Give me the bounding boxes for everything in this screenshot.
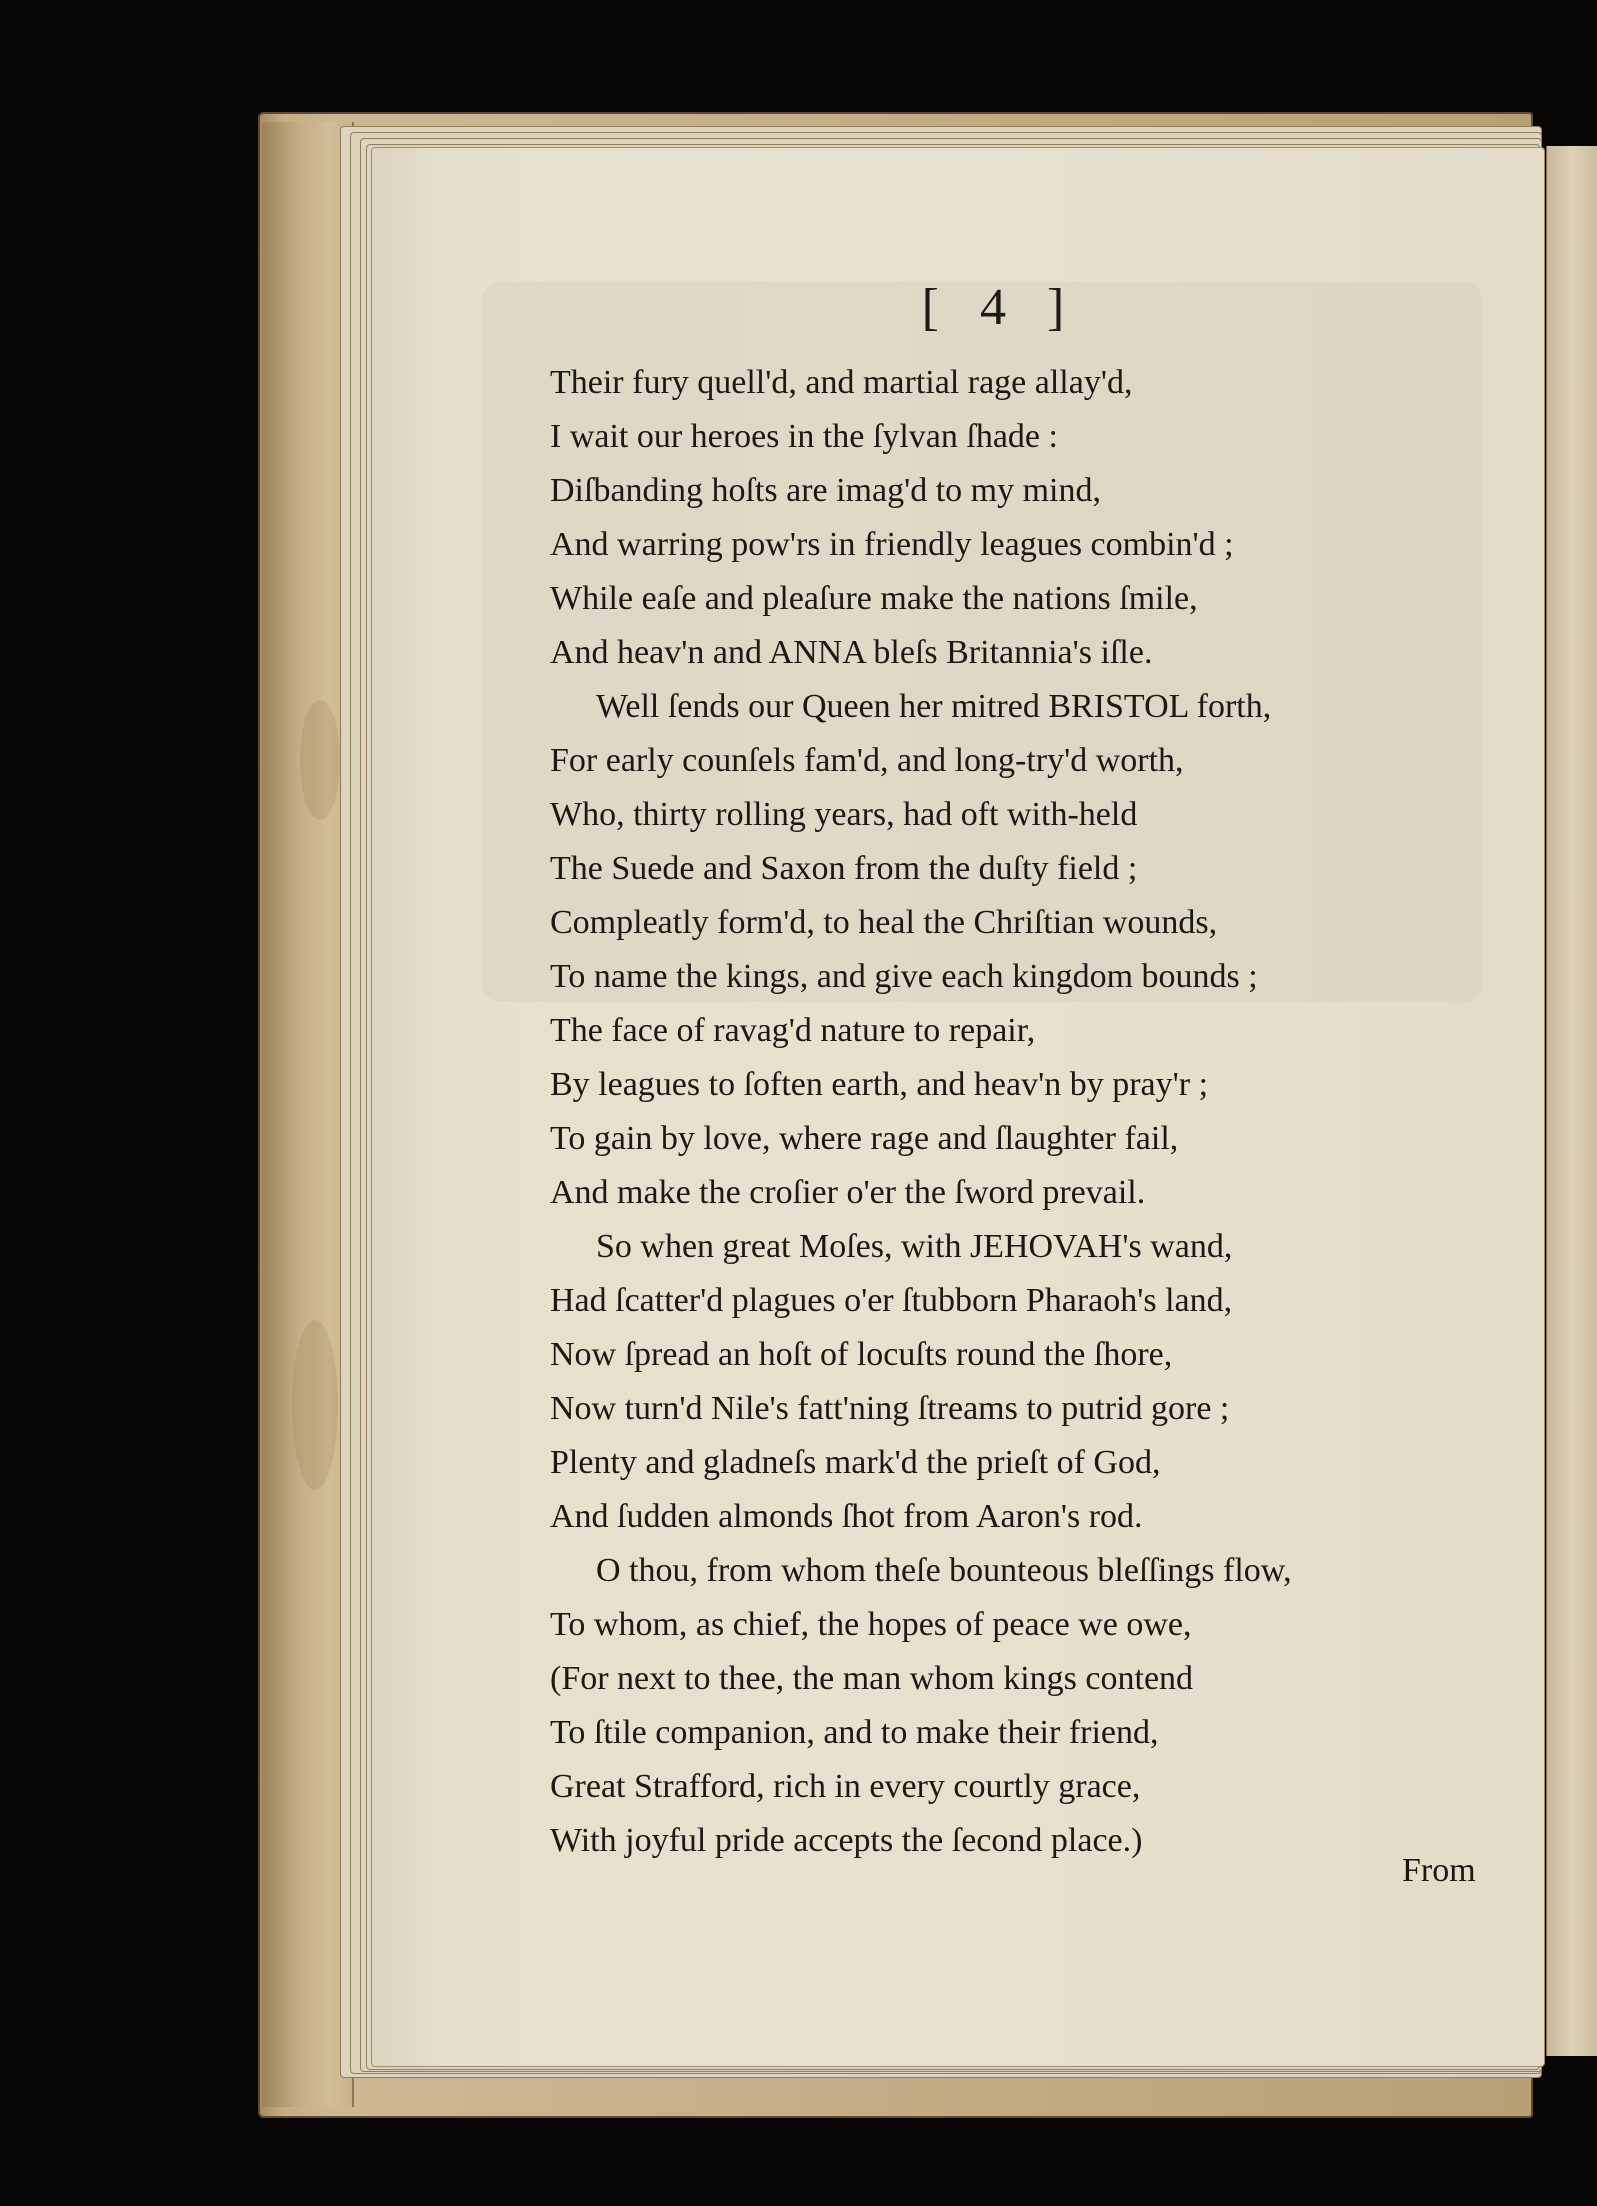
poem-line: While eaſe and pleaſure make the nations ſmile, xyxy=(550,580,1198,617)
poem-line: So when great Moſes, with JEHOVAH's wand, xyxy=(596,1228,1233,1265)
poem-line: Their fury quell'd, and martial rage allay'd, xyxy=(550,364,1133,401)
poem-line: And warring pow'rs in friendly leagues combin'd ; xyxy=(550,526,1234,563)
poem-text xyxy=(550,356,1530,1868)
poem-line: Now ſpread an hoſt of locuſts round the ſhore, xyxy=(550,1336,1173,1373)
poem-line: O thou, from whom theſe bounteous bleſſings flow, xyxy=(596,1552,1292,1589)
page-number: [ 4 ] xyxy=(921,279,1079,336)
poem-line: The face of ravag'd nature to repair, xyxy=(550,1012,1036,1049)
foxing-stain xyxy=(300,700,340,820)
poem-line: To name the kings, and give each kingdom bounds ; xyxy=(550,958,1258,995)
poem-line: For early counſels fam'd, and long-try'd worth, xyxy=(550,742,1184,779)
poem-line: Great Strafford, rich in every courtly grace, xyxy=(550,1768,1141,1805)
poem-line: With joyful pride accepts the ſecond place.) xyxy=(550,1822,1143,1859)
poem-line: (For next to thee, the man whom kings contend xyxy=(550,1660,1194,1697)
poem-line: And make the croſier o'er the ſword prevail. xyxy=(550,1174,1146,1211)
poem-line: Who, thirty rolling years, had oft with-held xyxy=(550,796,1138,833)
catchword: From xyxy=(1402,1852,1476,1889)
foxing-stain xyxy=(292,1320,338,1490)
poem-line: And heav'n and ANNA bleſs Britannia's iſle. xyxy=(550,634,1153,671)
poem-line: Compleatly form'd, to heal the Chriſtian wounds, xyxy=(550,904,1218,941)
poem-line: The Suede and Saxon from the duſty field ; xyxy=(550,850,1138,887)
poem-line: Plenty and gladneſs mark'd the prieſt of God, xyxy=(550,1444,1161,1481)
poem-line: Had ſcatter'd plagues o'er ſtubborn Pharaoh's land, xyxy=(550,1282,1233,1319)
poem-line: Now turn'd Nile's fatt'ning ſtreams to putrid gore ; xyxy=(550,1390,1230,1427)
poem-line: To whom, as chief, the hopes of peace we owe, xyxy=(550,1606,1192,1643)
poem-line: I wait our heroes in the ſylvan ſhade : xyxy=(550,418,1058,455)
poem-line: To gain by love, where rage and ſlaughter fail, xyxy=(550,1120,1179,1157)
facing-page-edge xyxy=(1546,146,1597,2056)
poem-line: To ſtile companion, and to make their friend, xyxy=(550,1714,1159,1751)
poem-line: Well ſends our Queen her mitred BRISTOL forth, xyxy=(596,688,1272,725)
poem-line: And ſudden almonds ſhot from Aaron's rod. xyxy=(550,1498,1143,1535)
poem-line: Diſbanding hoſts are imag'd to my mind, xyxy=(550,472,1102,509)
poem-line: By leagues to ſoften earth, and heav'n by pray'r ; xyxy=(550,1066,1209,1103)
